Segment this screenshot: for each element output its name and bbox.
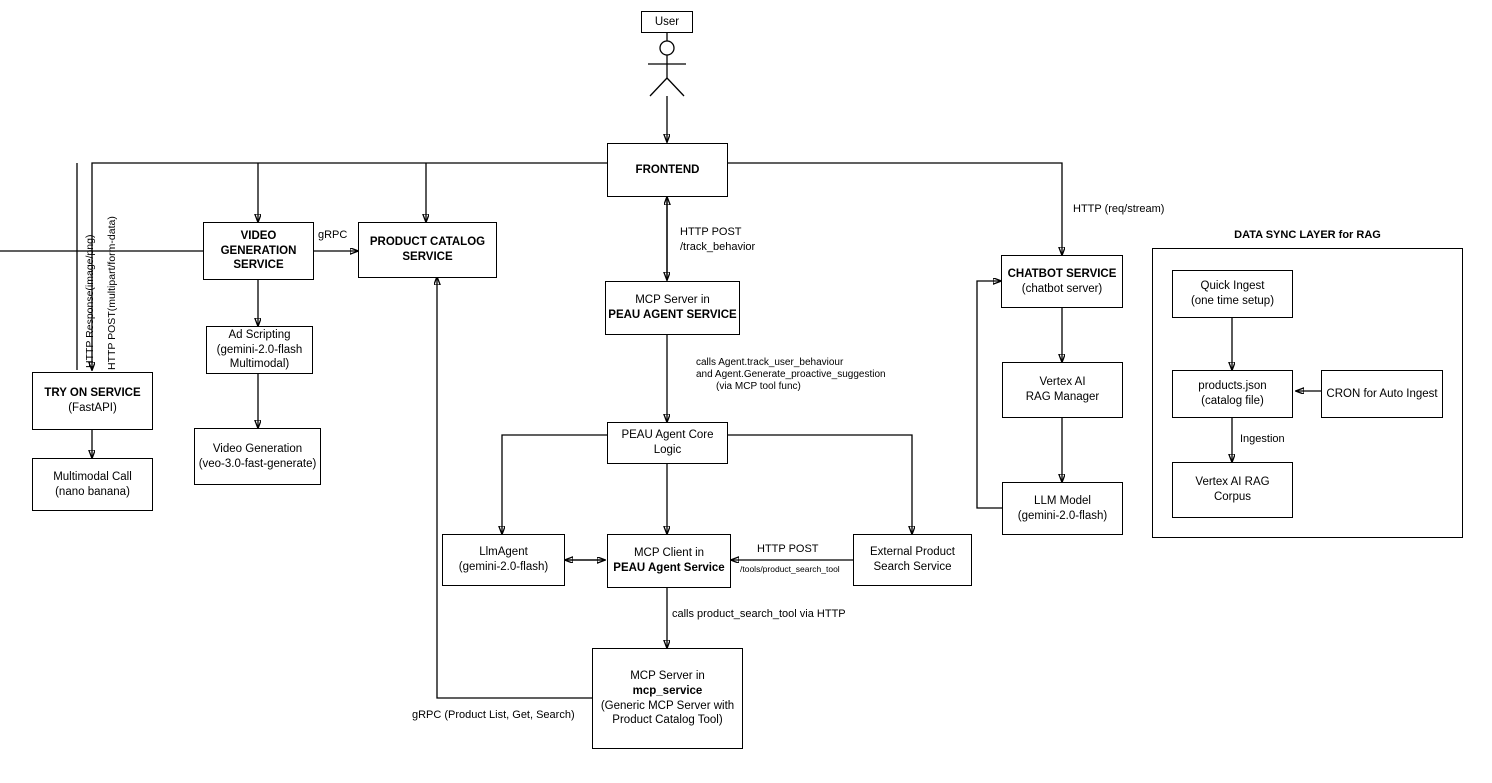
node-tos-line1: TRY ON SERVICE — [44, 387, 141, 400]
node-ad-line1: Ad Scripting — [228, 328, 291, 341]
node-video-generation-service[interactable] — [203, 222, 314, 280]
node-mcp-line2: PEAU Agent Service — [613, 562, 725, 574]
node-la-line2: (gemini-2.0-flash) — [458, 561, 549, 573]
node-user[interactable] — [641, 11, 693, 33]
node-llm-model[interactable] — [1002, 482, 1123, 535]
edge-label-calls-product-search-tool: calls product_search_tool via HTTP — [672, 608, 846, 620]
node-vgs-line3: SERVICE — [233, 259, 284, 272]
group-data-sync-layer-label: DATA SYNC LAYER for RAG — [1234, 229, 1381, 241]
node-cs-line1: CHATBOT SERVICE — [1007, 267, 1117, 280]
node-msms-line1: MCP Server in — [630, 670, 705, 683]
node-msms-line4: Product Catalog Tool) — [612, 714, 723, 727]
edge-label-http-post-track-behavior-1: HTTP POST — [680, 226, 742, 238]
node-user-label: User — [654, 15, 680, 28]
edge-label-http-post-tools-1: HTTP POST — [757, 543, 819, 555]
edge-label-grpc-product-list: gRPC (Product List, Get, Search) — [412, 709, 575, 721]
node-vrm-line2: RAG Manager — [1025, 391, 1100, 403]
node-lm-line2: (gemini-2.0-flash) — [1017, 509, 1108, 522]
node-external-product-search-service[interactable] — [853, 534, 972, 586]
node-tos-line2: (FastAPI) — [68, 402, 117, 414]
node-eps-line2: Search Service — [873, 561, 952, 573]
node-try-on-service[interactable] — [32, 372, 153, 430]
node-vgs-line2: GENERATION — [220, 244, 297, 257]
node-pj-line1: products.json — [1198, 380, 1267, 393]
node-cs-line2: (chatbot server) — [1021, 282, 1103, 295]
node-peau-agent-core-logic[interactable] — [607, 422, 728, 464]
node-llm-agent[interactable] — [442, 534, 565, 586]
edge-label-grpc: gRPC — [318, 229, 348, 241]
node-video-generation[interactable] — [194, 428, 321, 485]
node-lm-line1: LLM Model — [1034, 494, 1091, 507]
edge-label-calls-agent-1: calls Agent.track_user_behaviour — [696, 357, 844, 368]
node-mcp-client-peau[interactable] — [607, 534, 731, 588]
edge-label-http-req-stream: HTTP (req/stream) — [1073, 203, 1165, 215]
node-mc-line2: (nano banana) — [55, 485, 130, 498]
node-mcp-server-peau[interactable] — [605, 281, 740, 335]
node-msms-line2: mcp_service — [632, 684, 703, 697]
node-frontend-label: FRONTEND — [635, 163, 700, 176]
node-ad-line3: Multimodal) — [229, 358, 290, 371]
node-vgs-line1: VIDEO — [240, 229, 277, 242]
node-products-json[interactable] — [1172, 370, 1293, 418]
edge-label-http-post-multipart: HTTP POST(multipart/form-data) — [106, 216, 118, 370]
edge-label-calls-agent-3: (via MCP tool func) — [716, 381, 801, 392]
node-msms-line3: (Generic MCP Server with — [600, 699, 735, 712]
edge-label-http-post-tools-2: /tools/product_search_tool — [740, 564, 840, 574]
node-chatbot-service[interactable] — [1001, 255, 1123, 308]
node-la-line1: LlmAgent — [479, 546, 528, 559]
edge-label-ingestion: Ingestion — [1240, 433, 1285, 445]
node-mcp-server-mcp-service[interactable] — [592, 648, 743, 749]
node-multimodal-call[interactable] — [32, 458, 153, 511]
node-eps-line1: External Product — [869, 546, 955, 559]
node-product-catalog-service[interactable] — [358, 222, 497, 278]
node-pcs-line1: PRODUCT CATALOG — [369, 236, 486, 249]
node-vrc-line2: Corpus — [1213, 491, 1252, 503]
node-msp-line1: MCP Server in — [635, 294, 710, 307]
node-vrm-line1: Vertex AI — [1039, 376, 1086, 389]
node-vertex-ai-rag-manager[interactable] — [1002, 362, 1123, 418]
node-ad-scripting[interactable] — [206, 326, 313, 374]
node-cron-line1: CRON for Auto Ingest — [1326, 387, 1438, 400]
node-frontend[interactable] — [607, 143, 728, 197]
node-pac-line2: Logic — [653, 444, 682, 456]
node-pac-line1: PEAU Agent Core — [621, 429, 714, 442]
edge-label-http-response-image: HTTP Response(image/png) — [84, 234, 96, 368]
node-msp-line2: PEAU AGENT SERVICE — [608, 309, 737, 321]
node-pj-line2: (catalog file) — [1201, 395, 1264, 407]
node-pcs-line2: SERVICE — [402, 251, 453, 263]
node-mc-line1: Multimodal Call — [53, 470, 132, 483]
node-vertex-ai-rag-corpus[interactable] — [1172, 462, 1293, 518]
node-vg-line1: Video Generation — [212, 442, 303, 455]
node-cron-auto-ingest[interactable] — [1321, 370, 1443, 418]
node-vrc-line1: Vertex AI RAG — [1195, 476, 1270, 489]
node-qi-line2: (one time setup) — [1190, 295, 1275, 307]
edge-label-calls-agent-2: and Agent.Generate_proactive_suggestion — [696, 369, 886, 380]
node-vg-line2: (veo-3.0-fast-generate) — [198, 457, 317, 470]
edge-label-http-post-track-behavior-2: /track_behavior — [680, 241, 756, 253]
node-quick-ingest[interactable] — [1172, 270, 1293, 318]
node-ad-line2: (gemini-2.0-flash — [216, 343, 303, 356]
node-qi-line1: Quick Ingest — [1200, 280, 1265, 293]
node-mcp-line1: MCP Client in — [633, 547, 705, 560]
